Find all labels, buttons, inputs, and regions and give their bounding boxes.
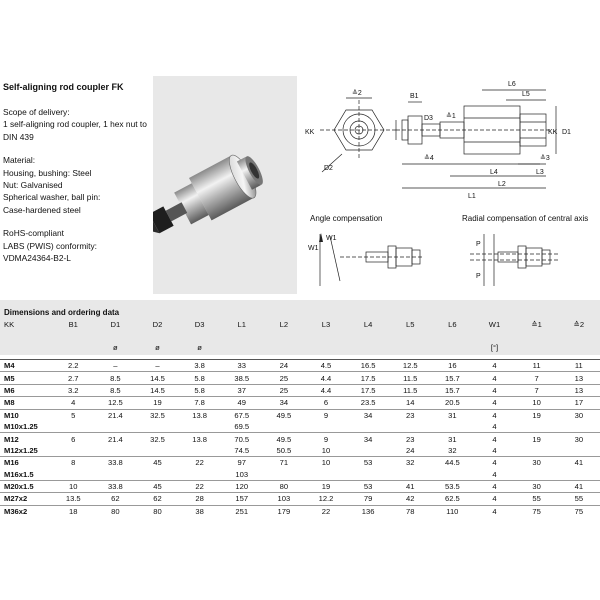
table-cell: 30 [558, 409, 600, 421]
label-kk-front: KK [305, 129, 315, 136]
table-cell: 13 [558, 372, 600, 384]
table-cell: 49.5 [263, 433, 305, 445]
table-cell: 13 [558, 384, 600, 396]
table-cell: M10x1.25 [4, 422, 38, 432]
table-cell: 97 [221, 457, 263, 469]
table-cell [305, 421, 347, 433]
table-cell: 17 [558, 397, 600, 409]
table-cell: 5.8 [179, 372, 221, 384]
table-cell: 4 [473, 505, 515, 517]
table-cell: 10 [516, 397, 558, 409]
table-cell [94, 469, 136, 481]
table-cell: 32.5 [136, 433, 178, 445]
table-cell: 4 [473, 480, 515, 492]
label-d3: D3 [424, 115, 433, 122]
table-cell: 8 [52, 457, 94, 469]
table-cell: 4.5 [305, 360, 347, 372]
label-l3: L3 [536, 169, 544, 176]
column-header-col9: L5 [406, 320, 415, 329]
table-cell: 41 [558, 480, 600, 492]
table-cell: 55 [516, 493, 558, 505]
table-cell: 103 [235, 469, 249, 479]
table-row [0, 469, 600, 481]
table-cell: 28 [179, 493, 221, 505]
table-cell: 7 [516, 384, 558, 396]
label-w1-left: W1 [308, 245, 319, 252]
table-cell: 157 [221, 493, 263, 505]
table-cell: 12.5 [94, 397, 136, 409]
table-header-row [0, 317, 600, 360]
table-cell: 10 [305, 457, 347, 469]
label-l6: L6 [508, 81, 516, 88]
label-c2: ≙2 [352, 90, 362, 97]
table-cell: 38.5 [221, 372, 263, 384]
caption-radial-compensation: Radial compensation of central axis [462, 214, 589, 223]
column-header-col6: L2 [279, 320, 289, 329]
table-cell: 41 [389, 480, 431, 492]
label-kk-side: KK [548, 129, 558, 136]
table-cell: M27x2 [0, 493, 52, 505]
table-cell: 2.7 [52, 372, 94, 384]
table-cell: 18 [52, 505, 94, 517]
label-p-bottom: P [476, 273, 481, 280]
table-cell: 23 [389, 433, 431, 445]
table-cell: 55 [558, 493, 600, 505]
table-cell [516, 445, 558, 457]
table-cell: 14.5 [136, 384, 178, 396]
dimensions-table [0, 317, 600, 517]
table-cell: – [136, 360, 178, 372]
table-cell: 4 [473, 384, 515, 396]
table-cell: M16x1.5 [4, 469, 34, 479]
table-cell [516, 469, 558, 481]
table-cell: 30 [558, 433, 600, 445]
table-cell: M12 [0, 433, 52, 445]
table-cell: 10 [321, 445, 331, 455]
table-cell: M16 [0, 457, 52, 469]
table-cell: 49.5 [263, 409, 305, 421]
table-row [0, 384, 600, 396]
table-cell: 25 [263, 372, 305, 384]
table-cell [179, 445, 221, 457]
table-row [0, 493, 600, 505]
label-d1: D1 [562, 129, 571, 136]
table-cell: 4 [492, 422, 497, 432]
table-cell: 4.4 [305, 384, 347, 396]
table-cell: 11 [516, 360, 558, 372]
table-cell: 4.4 [305, 372, 347, 384]
table-cell: 103 [263, 493, 305, 505]
table-cell: 23 [389, 409, 431, 421]
table-cell: 13.8 [179, 433, 221, 445]
table-cell: 22 [305, 505, 347, 517]
table-cell: 75 [558, 505, 600, 517]
column-header-col10: L6 [448, 320, 457, 329]
table-cell: 30 [516, 457, 558, 469]
label-w1-right: W1 [326, 235, 337, 242]
table-cell: M10 [0, 409, 52, 421]
table-cell: 75 [516, 505, 558, 517]
table-cell: 69.5 [234, 422, 250, 432]
table-cell: M6 [0, 384, 52, 396]
table-cell: 15.7 [431, 372, 473, 384]
table-cell: 49 [221, 397, 263, 409]
material-list: Material: Housing, bushing: Steel Nut: Galvanised Spherical washer, ball pin: Case-hardened steel [3, 155, 101, 215]
table-cell: 62 [94, 493, 136, 505]
table-cell [347, 445, 389, 457]
table-cell: 4 [473, 433, 515, 445]
table-cell: 3.2 [52, 384, 94, 396]
table-cell: 11.5 [389, 384, 431, 396]
table-cell: M36x2 [0, 505, 52, 517]
table-row [0, 433, 600, 445]
technical-drawing [300, 76, 600, 294]
table-cell: 31 [431, 433, 473, 445]
table-cell [94, 421, 136, 433]
table-cell: 38 [179, 505, 221, 517]
table-cell: 13.8 [179, 409, 221, 421]
table-cell: 17.5 [347, 384, 389, 396]
table-cell: 120 [221, 480, 263, 492]
table-cell [305, 469, 347, 481]
table-cell: 25 [263, 384, 305, 396]
table-cell: 11 [558, 360, 600, 372]
table-cell: 37 [221, 384, 263, 396]
table-cell: 22 [179, 457, 221, 469]
table-cell [52, 469, 94, 481]
table-cell: 4 [473, 409, 515, 421]
product-title: Self-aligning rod coupler FK [3, 82, 124, 92]
table-row [0, 360, 600, 372]
table-cell: M8 [0, 397, 52, 409]
column-header-kk: KK [4, 320, 15, 329]
table-cell: 33.8 [94, 457, 136, 469]
table-cell: M5 [0, 372, 52, 384]
table-cell: 23.5 [347, 397, 389, 409]
table-cell: 70.5 [221, 433, 263, 445]
table-cell: 19 [516, 433, 558, 445]
column-header-col7: L3 [321, 320, 331, 329]
table-cell: 12.5 [389, 360, 431, 372]
table-cell: 9 [305, 433, 347, 445]
table-cell: 33 [221, 360, 263, 372]
table-cell: M12x1.25 [4, 445, 38, 455]
table-cell: 15.7 [431, 384, 473, 396]
table-cell [136, 445, 178, 457]
table-row [0, 397, 600, 409]
table-cell: 16.5 [347, 360, 389, 372]
table-cell: 62.5 [431, 493, 473, 505]
table-row [0, 409, 600, 421]
table-cell: 9 [305, 409, 347, 421]
table-cell: 136 [347, 505, 389, 517]
table-cell: 32 [448, 445, 457, 455]
table-cell [94, 445, 136, 457]
table-cell: 21.4 [94, 433, 136, 445]
table-cell: 7 [516, 372, 558, 384]
table-cell: 80 [263, 480, 305, 492]
label-b1: B1 [410, 93, 419, 100]
table-cell: 4 [492, 445, 497, 455]
table-cell: 14 [389, 397, 431, 409]
table-cell: 78 [389, 505, 431, 517]
table-cell: 24 [406, 445, 415, 455]
table-cell: 3.8 [179, 360, 221, 372]
table-cell: 19 [305, 480, 347, 492]
table-cell: 32.5 [136, 409, 178, 421]
table-cell: 110 [431, 505, 473, 517]
label-l2: L2 [498, 181, 506, 188]
table-body [0, 360, 600, 518]
table-row [0, 421, 600, 433]
table-cell: 45 [136, 457, 178, 469]
table-cell: 5.8 [179, 384, 221, 396]
table-cell: 32 [389, 457, 431, 469]
column-header-col5: L1 [237, 320, 246, 329]
column-header-col8: L4 [363, 320, 373, 329]
table-cell: 31 [431, 409, 473, 421]
table-cell: 14.5 [136, 372, 178, 384]
table-cell: 6 [305, 397, 347, 409]
table-cell: 12.2 [305, 493, 347, 505]
column-header-col3: D2 ø [152, 320, 163, 352]
table-row [0, 372, 600, 384]
table-cell [558, 445, 600, 457]
table-cell: 16 [431, 360, 473, 372]
table-cell: 33.8 [94, 480, 136, 492]
table-title: Dimensions and ordering data [4, 308, 120, 317]
table-cell: 8.5 [94, 372, 136, 384]
table-cell [179, 469, 221, 481]
table-cell: 22 [179, 480, 221, 492]
table-cell [516, 421, 558, 433]
table-cell: 80 [136, 505, 178, 517]
table-cell: 53 [347, 457, 389, 469]
table-cell: 20.5 [431, 397, 473, 409]
table-cell: 10 [52, 480, 94, 492]
table-cell: 4 [473, 397, 515, 409]
table-cell: 21.4 [94, 409, 136, 421]
table-cell [347, 469, 389, 481]
table-cell [389, 469, 431, 481]
table-cell: 7.8 [179, 397, 221, 409]
product-photo [153, 76, 297, 294]
label-c3: ≙3 [540, 155, 550, 162]
table-cell: 41 [558, 457, 600, 469]
table-cell: 4 [473, 493, 515, 505]
table-cell [347, 421, 389, 433]
table-cell: 11.5 [389, 372, 431, 384]
table-cell: 5 [52, 409, 94, 421]
table-cell [431, 469, 473, 481]
table-cell [52, 445, 94, 457]
table-cell: 24 [263, 360, 305, 372]
table-cell: M20x1.5 [0, 480, 52, 492]
table-cell: 4 [492, 469, 497, 479]
table-cell: 4 [473, 372, 515, 384]
caption-angle-compensation: Angle compensation [310, 214, 383, 223]
label-c4: ≙4 [424, 155, 434, 162]
table-cell: 45 [136, 480, 178, 492]
table-cell [136, 421, 178, 433]
table-cell: 53 [347, 480, 389, 492]
table-cell: 13.5 [52, 493, 94, 505]
table-cell [558, 469, 600, 481]
table-cell [263, 469, 305, 481]
table-cell: 34 [347, 433, 389, 445]
table-cell: 71 [263, 457, 305, 469]
table-row [0, 445, 600, 457]
table-cell: 34 [263, 397, 305, 409]
column-header-col11: W1 [°] [488, 320, 501, 352]
table-cell: 19 [136, 397, 178, 409]
table-cell: 4 [473, 360, 515, 372]
table-row [0, 480, 600, 492]
label-l5: L5 [522, 91, 530, 98]
label-l1: L1 [468, 193, 476, 200]
product-description [3, 106, 153, 275]
table-row [0, 457, 600, 469]
table-cell: 74.5 [234, 445, 250, 455]
table-cell: 4 [473, 457, 515, 469]
table-cell: 6 [52, 433, 94, 445]
table-cell: 50.5 [276, 445, 292, 455]
table-cell: 79 [347, 493, 389, 505]
table-cell [389, 421, 431, 433]
column-header-col1: B1 [68, 320, 78, 329]
column-header-col12: ≙1 [531, 320, 542, 329]
table-cell: 67.5 [221, 409, 263, 421]
table-cell: 30 [516, 480, 558, 492]
table-cell: 42 [389, 493, 431, 505]
table-cell: 62 [136, 493, 178, 505]
table-cell: 44.5 [431, 457, 473, 469]
table-cell [263, 421, 305, 433]
table-cell [179, 421, 221, 433]
table-cell [52, 421, 94, 433]
scope-of-delivery: Scope of delivery: 1 self-aligning rod coupler, 1 hex nut to DIN 439 [3, 107, 147, 142]
column-header-col2: D1 ø [110, 320, 121, 352]
table-cell: 34 [347, 409, 389, 421]
label-p-top: P [476, 241, 481, 248]
table-cell: M4 [0, 360, 52, 372]
table-cell: 4 [52, 397, 94, 409]
column-header-col4: D3 ø [194, 320, 205, 352]
label-d2: D2 [324, 165, 333, 172]
column-header-col13: ≙2 [573, 320, 585, 329]
table-cell: 17.5 [347, 372, 389, 384]
table-cell: – [94, 360, 136, 372]
label-l4: L4 [490, 169, 498, 176]
table-cell [431, 421, 473, 433]
table-cell [558, 421, 600, 433]
table-cell: 80 [94, 505, 136, 517]
table-cell: 19 [516, 409, 558, 421]
table-cell: 8.5 [94, 384, 136, 396]
table-cell: 179 [263, 505, 305, 517]
table-cell: 53.5 [431, 480, 473, 492]
table-row [0, 505, 600, 517]
table-cell: 251 [221, 505, 263, 517]
table-cell: 2.2 [52, 360, 94, 372]
compliance-info: RoHS-compliant LABS (PWIS) conformity: VDMA24364-B2-L [3, 228, 98, 264]
table-cell [136, 469, 178, 481]
label-c1: ≙1 [446, 113, 456, 120]
